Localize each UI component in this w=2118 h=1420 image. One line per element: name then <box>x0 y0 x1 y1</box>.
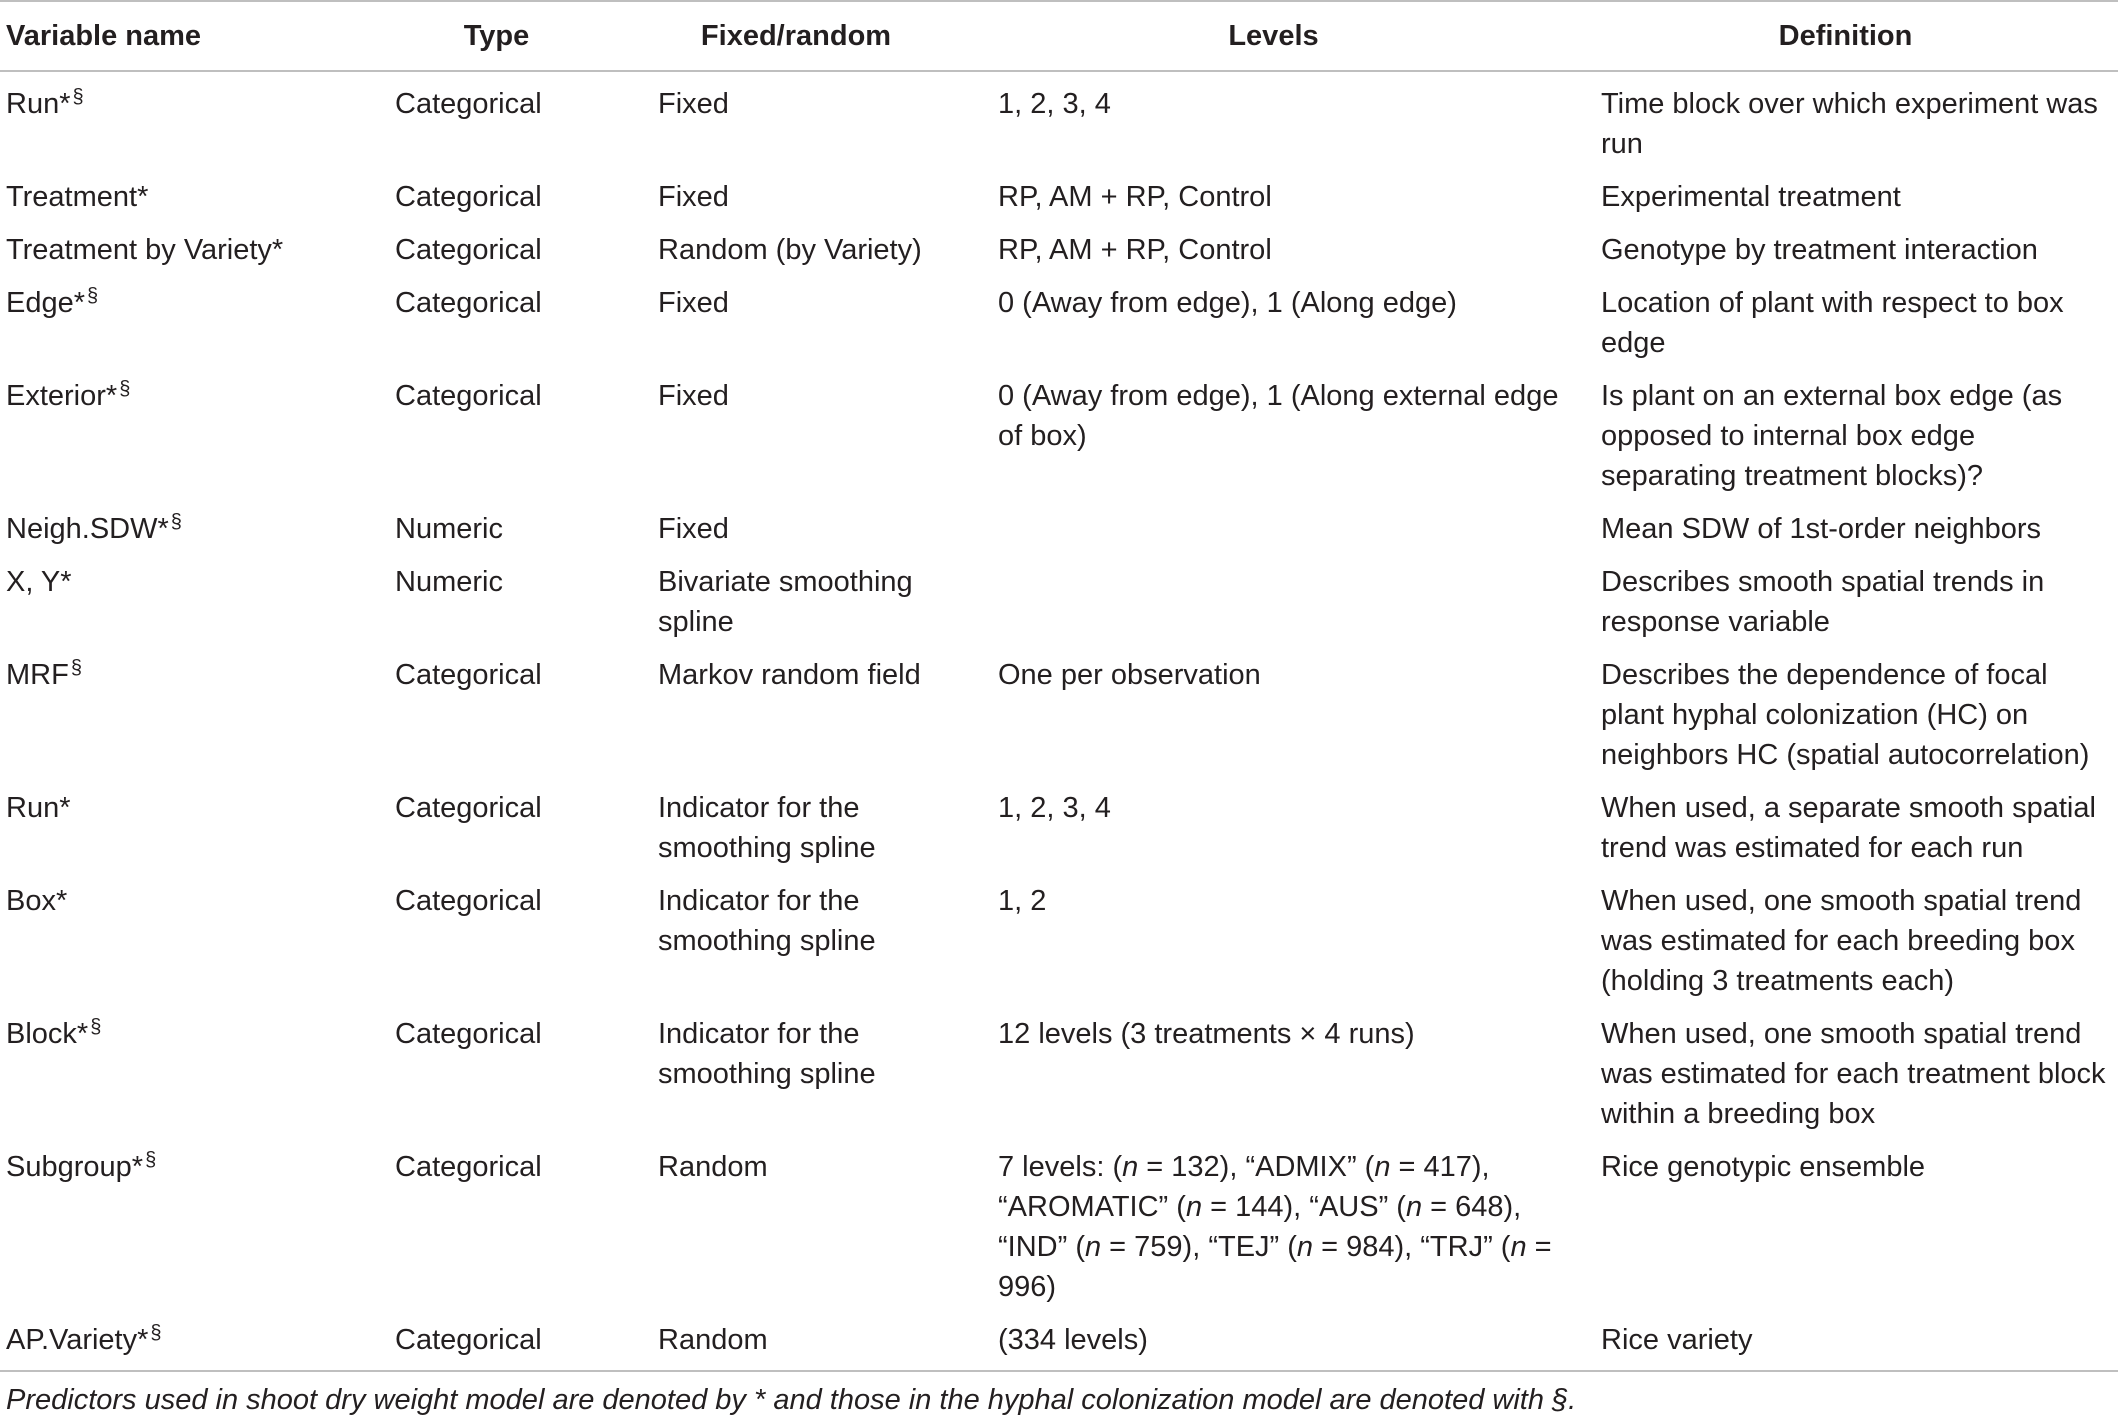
variable-name-text: X, Y* <box>6 566 72 598</box>
variable-name-text: Treatment by Variety* <box>6 234 284 266</box>
cell-levels <box>974 171 1573 224</box>
levels-text: 7 levels: ( <box>998 1151 1123 1183</box>
header-type: Type <box>375 1 618 71</box>
levels-text: One per observation <box>998 659 1261 691</box>
cell-levels <box>974 875 1573 1008</box>
table-row <box>0 171 2118 224</box>
cell-fixed-random: Random <box>618 1314 974 1371</box>
cell-type: Categorical <box>395 234 542 266</box>
variable-name-text: Treatment* <box>6 181 149 213</box>
table-row <box>0 503 2118 556</box>
cell-fixed-random: Markov random field <box>658 659 921 691</box>
header-variable-name: Variable name <box>0 1 375 71</box>
table-row <box>0 556 2118 649</box>
levels-text: 0 (Away from edge), 1 (Along edge) <box>998 287 1457 319</box>
cell-definition: Rice variety <box>1573 1314 2118 1371</box>
cell-fixed-random: Bivariate smoothing spline <box>658 566 913 638</box>
cell-type: Categorical <box>395 1151 542 1183</box>
cell-definition: Describes the dependence of focal plant hyphal colonization (HC) on neighbors HC (spatial autocorrelation) <box>1601 659 2090 771</box>
variable-superscript: § <box>119 378 131 400</box>
cell-levels <box>974 649 1573 782</box>
cell-definition: Mean SDW of 1st-order neighbors <box>1601 513 2042 545</box>
cell-variable-name <box>0 556 375 649</box>
table-row <box>0 782 2118 875</box>
cell-levels <box>974 556 1573 649</box>
levels-italic-n: n <box>1122 1151 1139 1183</box>
table-row <box>0 277 2118 370</box>
variable-superscript: § <box>87 285 99 307</box>
cell-variable-name <box>0 1008 375 1141</box>
levels-italic-n: n <box>1374 1151 1391 1183</box>
cell-variable-name <box>0 503 375 556</box>
table-body <box>0 71 2118 1371</box>
header-row <box>0 1 2118 71</box>
levels-text: = 144), “AUS” ( <box>1202 1191 1406 1223</box>
cell-type: Categorical <box>395 287 542 319</box>
cell-levels <box>974 1008 1573 1141</box>
cell-fixed-random: Fixed <box>658 380 729 412</box>
cell-definition: Is plant on an external box edge (as opposed to internal box edge separating treatment blocks)? <box>1601 380 2063 492</box>
variable-name-text: Block* <box>6 1018 89 1050</box>
table-row <box>0 1008 2118 1141</box>
cell-levels <box>974 277 1573 370</box>
cell-variable-name <box>0 224 375 277</box>
cell-variable-name <box>0 782 375 875</box>
cell-type: Numeric <box>395 513 503 545</box>
levels-text: 0 (Away from edge), 1 (Along external edge of box) <box>998 380 1559 452</box>
levels-text: (334 levels) <box>998 1324 1148 1356</box>
levels-text: 1, 2 <box>998 885 1047 917</box>
cell-type: Categorical <box>395 659 542 691</box>
cell-variable-name <box>0 370 375 503</box>
levels-italic-n: n <box>1185 1191 1203 1223</box>
levels-italic-n: n <box>1405 1191 1423 1223</box>
cell-definition: When used, one smooth spatial trend was estimated for each treatment block within a breeding box <box>1601 1018 2106 1130</box>
cell-variable-name <box>0 1314 375 1371</box>
cell-variable-name <box>0 71 375 171</box>
variable-name-text: Box* <box>6 885 68 917</box>
cell-variable-name <box>0 1141 375 1314</box>
cell-levels <box>974 370 1573 503</box>
variable-name-text: Edge* <box>6 287 86 319</box>
cell-type: Numeric <box>395 566 503 598</box>
cell-fixed-random: Fixed <box>658 287 729 319</box>
cell-fixed-random: Fixed <box>658 181 729 213</box>
variable-superscript: § <box>145 1149 157 1171</box>
variable-name-text: MRF <box>6 659 69 691</box>
variable-name-text: AP.Variety* <box>6 1324 149 1356</box>
variable-superscript: § <box>70 657 82 679</box>
levels-text: = 759), “TEJ” ( <box>1101 1231 1297 1263</box>
table-row <box>0 649 2118 782</box>
cell-fixed-random: Indicator for the smoothing spline <box>658 792 876 864</box>
cell-definition: Describes smooth spatial trends in response variable <box>1601 566 2045 638</box>
cell-levels <box>974 1141 1573 1314</box>
levels-text: = 648), “IND” ( <box>998 1191 1522 1263</box>
header-definition: Definition <box>1573 1 2118 71</box>
levels-text: 1, 2, 3, 4 <box>998 792 1111 824</box>
levels-text: RP, AM + RP, Control <box>998 181 1272 213</box>
table-footnote: Predictors used in shoot dry weight model are denoted by * and those in the hyphal colonization model are denoted with §. <box>6 1384 1577 1416</box>
cell-fixed-random: Fixed <box>658 513 729 545</box>
variable-name-text: Neigh.SDW* <box>6 513 169 545</box>
cell-definition: Time block over which experiment was run <box>1601 88 2098 160</box>
cell-type: Categorical <box>375 1314 618 1371</box>
levels-text: RP, AM + RP, Control <box>998 234 1272 266</box>
cell-definition: When used, one smooth spatial trend was estimated for each breeding box (holding 3 treatments each) <box>1601 885 2082 997</box>
table-row <box>0 224 2118 277</box>
cell-type: Categorical <box>395 1018 542 1050</box>
cell-levels <box>974 71 1573 171</box>
levels-text: = 996) <box>998 1231 1552 1303</box>
cell-type: Categorical <box>395 181 542 213</box>
variable-name-text: Run* <box>6 792 71 824</box>
cell-variable-name <box>0 277 375 370</box>
levels-italic-n: n <box>1296 1231 1314 1263</box>
cell-variable-name <box>0 875 375 1008</box>
table-header <box>0 1 2118 71</box>
cell-definition: Genotype by treatment interaction <box>1601 234 2038 266</box>
cell-levels <box>974 782 1573 875</box>
cell-fixed-random: Random <box>658 1151 768 1183</box>
levels-italic-n: n <box>1510 1231 1527 1263</box>
cell-levels <box>974 224 1573 277</box>
table-row <box>0 875 2118 1008</box>
variable-name-text: Exterior* <box>6 380 118 412</box>
table-row <box>0 1141 2118 1314</box>
levels-text: 1, 2, 3, 4 <box>998 88 1111 120</box>
variable-name-text: Run* <box>6 88 71 120</box>
cell-levels <box>974 1314 1573 1371</box>
header-fixed-random: Fixed/random <box>618 1 974 71</box>
levels-text: = 984), “TRJ” ( <box>1313 1231 1511 1263</box>
cell-definition: Rice genotypic ensemble <box>1601 1151 1926 1183</box>
cell-fixed-random: Random (by Variety) <box>658 234 922 266</box>
cell-levels <box>974 503 1573 556</box>
table-row <box>0 71 2118 171</box>
levels-text: = 417), “AROMATIC” ( <box>998 1151 1490 1223</box>
table-row <box>0 370 2118 503</box>
cell-type: Categorical <box>395 885 542 917</box>
cell-fixed-random: Indicator for the smoothing spline <box>658 1018 876 1090</box>
variable-superscript: § <box>90 1016 102 1038</box>
header-levels: Levels <box>974 1 1573 71</box>
levels-italic-n: n <box>1084 1231 1102 1263</box>
variable-name-text: Subgroup* <box>6 1151 144 1183</box>
variable-superscript: § <box>170 511 182 533</box>
cell-definition: Location of plant with respect to box edge <box>1601 287 2064 359</box>
table-row <box>0 1314 2118 1371</box>
variable-superscript: § <box>150 1322 162 1344</box>
cell-type: Categorical <box>395 792 542 824</box>
levels-text: 12 levels (3 treatments × 4 runs) <box>998 1018 1415 1050</box>
cell-definition: Experimental treatment <box>1601 181 1901 213</box>
cell-type: Categorical <box>395 88 542 120</box>
levels-text: = 132), “ADMIX” ( <box>1138 1151 1375 1183</box>
cell-fixed-random: Fixed <box>658 88 729 120</box>
cell-fixed-random: Indicator for the smoothing spline <box>658 885 876 957</box>
cell-definition: When used, a separate smooth spatial trend was estimated for each run <box>1601 792 2096 864</box>
cell-type: Categorical <box>395 380 542 412</box>
cell-variable-name <box>0 649 375 782</box>
cell-variable-name <box>0 171 375 224</box>
variable-superscript: § <box>72 86 84 108</box>
